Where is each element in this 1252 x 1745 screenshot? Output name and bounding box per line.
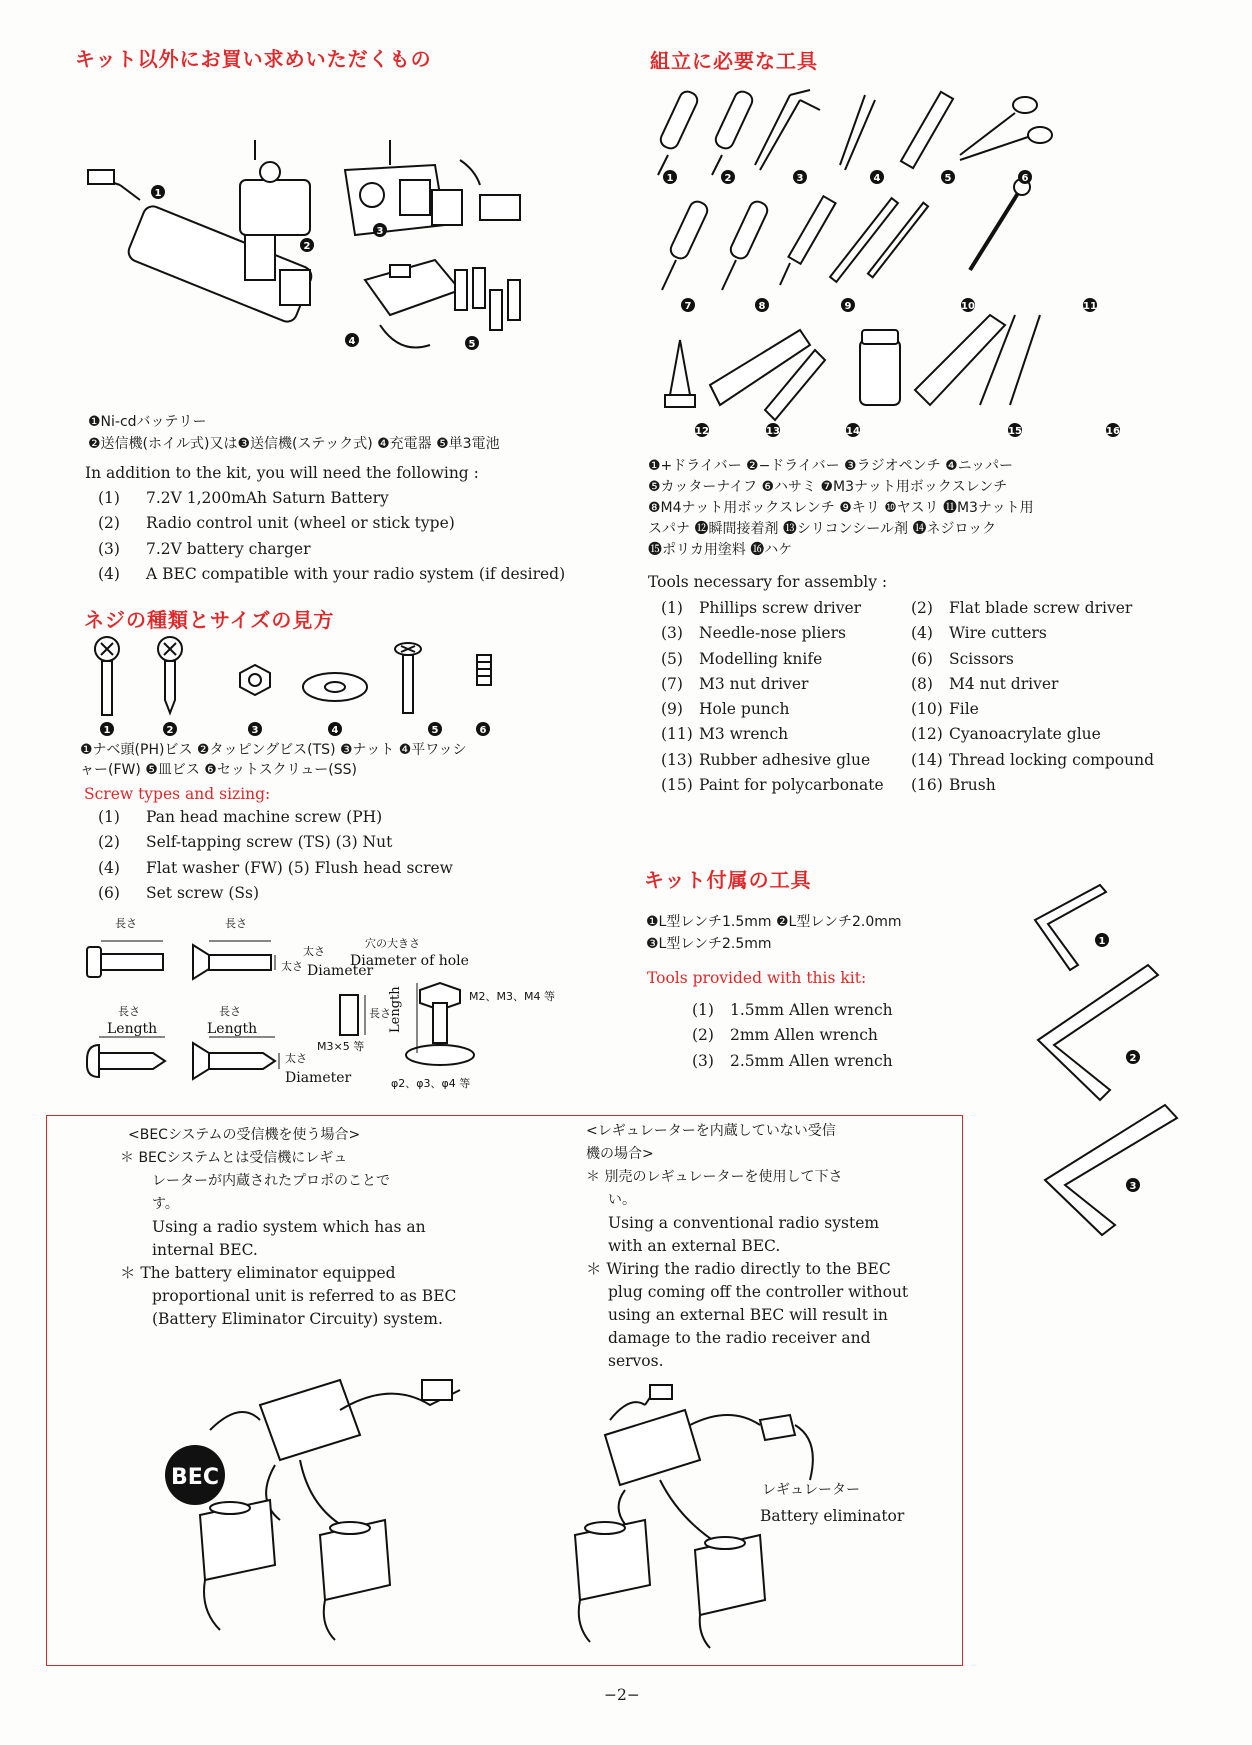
hole-label-jp: 穴の大きさ [365, 937, 420, 950]
bec-right-title-2: 機の場合> [586, 1146, 654, 1162]
screw-heading: ネジの種類とサイズの見方 [84, 608, 335, 632]
svg-text:5: 5 [431, 725, 439, 736]
bec-logo-icon [165, 1445, 225, 1505]
list-item: (4) A BEC compatible with your radio system (if desired) [98, 564, 566, 583]
purchase-items-illustration [80, 140, 600, 400]
list-item: (15) Paint for polycarbonate [661, 776, 884, 795]
bec-right-en-5: using an external BEC will result in [608, 1306, 888, 1324]
allen-wrench-2-0-icon [1038, 965, 1158, 1100]
kit-tools-en-heading: Tools provided with this kit: [647, 969, 867, 987]
list-item: (16) Brush [911, 776, 996, 795]
bec-right-en-7: servos. [608, 1352, 664, 1370]
bec-right-jp-2: い。 [608, 1192, 636, 1208]
list-item: (1) 7.2V 1,200mAh Saturn Battery [98, 489, 389, 507]
screw-en-heading: Screw types and sizing: [84, 785, 271, 803]
svg-text:9: 9 [844, 301, 852, 312]
svg-text:11: 11 [1083, 301, 1097, 312]
list-item: (12) Cyanoacrylate glue [911, 725, 1101, 744]
allen-wrench-2-5-icon [1045, 1105, 1177, 1235]
scissors-icon [960, 97, 1052, 160]
length-label-jp-3: 長さ [118, 1005, 140, 1018]
receiver-icon [260, 1380, 360, 1460]
svg-text:1: 1 [1098, 936, 1106, 947]
list-item: (6) Set screw (Ss) [98, 883, 260, 902]
svg-text:15: 15 [1008, 426, 1022, 437]
list-item: (11) M3 wrench [661, 725, 789, 744]
svg-text:8: 8 [758, 301, 766, 312]
kit-tools-jp-2: ❸L型レンチ2.5mm [646, 936, 772, 952]
bec-right-jp-1: ＊ 別売のレギュレーターを使用して下さ [586, 1169, 843, 1185]
wheel-transmitter-icon [240, 140, 310, 280]
list-item: (8) M4 nut driver [911, 674, 1059, 693]
set-screw-icon [477, 655, 491, 685]
svg-text:3: 3 [796, 173, 804, 184]
list-item: (2) Self-tapping screw (TS) (3) Nut [98, 833, 393, 852]
list-item: (7) M3 nut driver [661, 674, 809, 693]
bec-left-en-1: Using a radio system which has an [152, 1218, 426, 1236]
svg-text:5: 5 [944, 173, 952, 184]
bec-left-en-3: ＊ The battery eliminator equipped [120, 1264, 396, 1282]
list-item: (2) Flat blade screw driver [911, 599, 1133, 617]
length-label-en-1: Length [107, 1021, 158, 1037]
hole-punch-icon [780, 196, 836, 285]
bec-left-jp-1: ＊ BECシステムとは受信機にレギュ [120, 1150, 348, 1166]
screw-list [98, 805, 453, 906]
flush-head-measure-icon [193, 945, 271, 979]
svg-text:16: 16 [1106, 426, 1120, 437]
kit-tools-list [692, 998, 893, 1074]
bec-right-en-2: with an external BEC. [608, 1237, 781, 1255]
regulator-icon [760, 1415, 795, 1440]
svg-text:6: 6 [1021, 173, 1029, 184]
list-item: (3) 7.2V battery charger [98, 539, 311, 558]
bec-left-text [120, 1124, 468, 1331]
svg-text:4: 4 [331, 725, 339, 736]
flat-driver-icon [712, 89, 755, 175]
svg-text:6: 6 [479, 725, 487, 736]
svg-text:7: 7 [684, 301, 692, 312]
bec-left-en-2: internal BEC. [152, 1241, 258, 1259]
phillips-driver-icon [658, 89, 700, 175]
regulator-label-en: Battery eliminator [760, 1507, 905, 1525]
screw-sizing-diagram [85, 905, 575, 1095]
m4-nut-driver-icon [722, 199, 770, 290]
svg-text:1: 1 [154, 188, 162, 199]
purchase-items-jp-1: ❶Ni-cdバッテリー [88, 414, 207, 430]
purchase-heading: キット以外にお買い求めいただくもの [75, 47, 432, 71]
kit-tools-jp-1: ❶L型レンチ1.5mm ❷L型レンチ2.0mm [646, 914, 902, 930]
list-item: (1) Phillips screw driver [661, 599, 862, 617]
svg-text:1: 1 [666, 173, 674, 184]
purchase-items-jp-2: ❷送信機(ホイル式)又は❸送信機(ステック式) ❹充電器 ❺単3電池 [88, 436, 500, 452]
bec-left-jp-3: す。 [152, 1196, 179, 1212]
svg-text:2: 2 [1129, 1053, 1137, 1064]
flush-head-screw-icon [395, 643, 421, 713]
svg-text:3: 3 [251, 725, 259, 736]
tapping-screw-icon [158, 637, 182, 713]
bec-left-en-4: proportional unit is referred to as BEC [152, 1287, 457, 1305]
length-label-jp-4: 長さ [219, 1005, 241, 1018]
screw-jp-2: ャー(FW) ❺皿ビス ❻セットスクリュー(SS) [80, 762, 357, 778]
allen-wrench-1-5-icon [1035, 885, 1106, 970]
kit-tools-heading: キット付属の工具 [644, 868, 812, 892]
allen-wrenches-illustration [1030, 880, 1220, 1220]
svg-text:4: 4 [873, 173, 881, 184]
svg-text:2: 2 [166, 725, 174, 736]
tools-heading: 組立に必要な工具 [650, 49, 818, 73]
svg-text:BEC: BEC [171, 1465, 219, 1490]
m3-wrench-icon [970, 179, 1030, 270]
svg-text:10: 10 [961, 301, 975, 312]
needle-nose-pliers-icon [755, 90, 820, 170]
nut-washer-measure-icon [406, 983, 474, 1065]
purchase-intro: In addition to the kit, you will need the following : [85, 464, 479, 482]
svg-text:1: 1 [103, 725, 111, 736]
silicone-jar-icon [860, 330, 900, 405]
m3x5-label: M3×5 等 [317, 1040, 365, 1053]
list-item: (4) Wire cutters [911, 624, 1047, 643]
length-label-1: 長さ [115, 917, 137, 930]
list-item: (10) File [911, 700, 979, 719]
list-item: (6) Scissors [911, 649, 1014, 668]
tools-jp-line: ⓯ポリカ用塗料 ⓰ハケ [648, 542, 793, 558]
hole-label-en: Diameter of hole [350, 953, 469, 969]
screw-types-illustration [85, 635, 505, 735]
svg-text:3: 3 [376, 226, 384, 237]
list-item: (3) Needle-nose pliers [661, 624, 846, 643]
list-item: (14) Thread locking compound [911, 750, 1154, 769]
bec-right-en-3: ＊ Wiring the radio directly to the BEC [586, 1260, 891, 1278]
cyanoacrylate-glue-icon [665, 340, 695, 407]
tools-jp-line: ❽M4ナット用ボックスレンチ ❾キリ ❿ヤスリ ⓫M3ナット用 [648, 500, 1034, 516]
svg-text:3: 3 [1129, 1181, 1137, 1192]
tools-illustration [650, 85, 1150, 440]
set-screw-measure-icon [340, 995, 358, 1035]
charger-icon [280, 260, 460, 348]
purchase-list [98, 486, 565, 587]
diameter-label-en-1: Diameter [307, 963, 374, 979]
list-item: (1) Pan head machine screw (PH) [98, 808, 383, 826]
bec-wiring-illustration [160, 1360, 510, 1650]
length-en-vertical: Length [388, 986, 403, 1033]
tools-jp-line: ❶+ドライバー ❷−ドライバー ❸ラジオペンチ ❹ニッパー [648, 458, 1014, 474]
list-item: (5) Modelling knife [661, 649, 823, 668]
diameter-label-en-2: Diameter [285, 1070, 352, 1086]
bec-right-text [586, 1120, 926, 1373]
phi-label: φ2、φ3、φ4 等 [391, 1077, 471, 1090]
tools-jp-line: ❺カッターナイフ ❻ハサミ ❼M3ナット用ボックスレンチ [648, 479, 1008, 495]
nut-icon [240, 665, 270, 695]
paint-tube-icon [915, 315, 1005, 405]
length-label-en-2: Length [207, 1021, 258, 1037]
aa-batteries-icon [455, 268, 520, 330]
svg-text:13: 13 [766, 426, 780, 437]
list-item: (3) 2.5mm Allen wrench [692, 1051, 893, 1070]
list-item: (13) Rubber adhesive glue [661, 750, 871, 769]
bec-right-en-4: plug coming off the controller without [608, 1283, 909, 1301]
bec-right-title-1: <レギュレーターを内蔵していない受信 [586, 1123, 836, 1139]
svg-text:2: 2 [303, 241, 311, 252]
m3-nut-driver-icon [662, 199, 710, 290]
m-sizes-label: M2、M3、M4 等 [469, 990, 555, 1003]
svg-text:5: 5 [468, 339, 476, 350]
pan-tapping-measure-icon [87, 1045, 165, 1077]
diameter-label-jp-3: 太さ [285, 1052, 307, 1065]
svg-text:12: 12 [695, 426, 709, 437]
battery-connector-icon [422, 1380, 452, 1400]
receiver-icon [605, 1410, 700, 1485]
bec-left-en-5: (Battery Eliminator Circuity) system. [152, 1310, 443, 1328]
bec-right-en-1: Using a conventional radio system [608, 1214, 880, 1232]
pan-head-screw-icon [95, 637, 119, 715]
list-item: (2) Radio control unit (wheel or stick type) [98, 514, 455, 533]
svg-text:14: 14 [846, 426, 860, 437]
flat-washer-icon [303, 673, 367, 701]
regulator-label-jp: レギュレーター [762, 1482, 860, 1498]
tools-list [661, 596, 1161, 798]
diameter-label-jp-1: 太さ [281, 960, 303, 973]
bec-left-title: <BECシステムの受信機を使う場合> [128, 1127, 361, 1143]
modelling-knife-icon [901, 92, 953, 168]
list-item: (4) Flat washer (FW) (5) Flush head screw [98, 858, 453, 877]
list-item: (9) Hole punch [661, 700, 790, 719]
page-number: −2− [604, 1686, 640, 1704]
pan-head-measure-icon [87, 947, 163, 977]
list-item: (2) 2mm Allen wrench [692, 1026, 878, 1045]
screw-jp-1: ❶ナベ頭(PH)ビス ❷タッピングビス(TS) ❸ナット ❹平ワッシ [80, 742, 467, 758]
tools-jp-line: スパナ ⓬瞬間接着剤 ⓭シリコンシール剤 ⓮ネジロック [648, 521, 997, 537]
bec-right-en-6: damage to the radio receiver and [608, 1329, 871, 1347]
tools-intro: Tools necessary for assembly : [648, 573, 888, 591]
svg-text:4: 4 [348, 336, 356, 347]
bec-left-jp-2: レーターが内蔵されたプロポのことで [152, 1173, 390, 1189]
wire-cutters-icon [840, 95, 875, 170]
file-icon [830, 198, 928, 282]
list-item: (1) 1.5mm Allen wrench [692, 1001, 893, 1019]
length-jp-vertical: 長さ [369, 1007, 391, 1020]
flush-tapping-measure-icon [193, 1043, 275, 1079]
tools-jp-block [648, 456, 1034, 561]
diameter-label-jp-2: 太さ [303, 945, 325, 958]
length-label-2: 長さ [225, 917, 247, 930]
svg-text:2: 2 [724, 173, 732, 184]
